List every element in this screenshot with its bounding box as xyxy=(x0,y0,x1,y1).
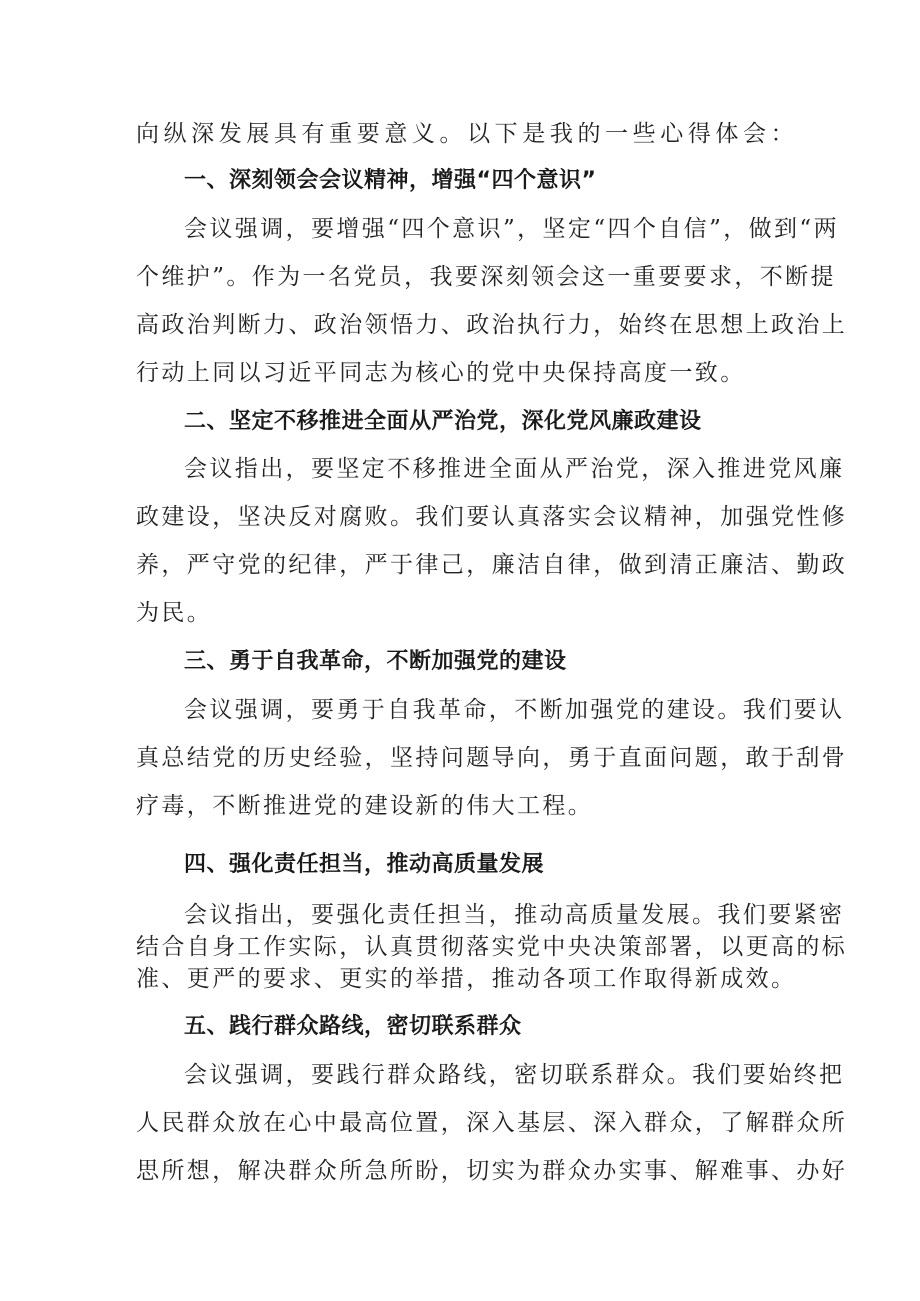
section-4-line-2: 结合自身工作实际，认真贯彻落实党中央决策部署，以更高的标 xyxy=(136,934,848,960)
section-5-line-1: 会议强调，要践行群众路线，密切联系群众。我们要始终把 xyxy=(184,1062,845,1088)
section-5-line-2: 人民群众放在心中最高位置，深入基层、深入群众，了解群众所 xyxy=(136,1110,848,1136)
section-3-heading: 三、勇于自我革命，不断加强党的建设 xyxy=(184,649,567,674)
section-2-line-2: 政建设，坚决反对腐败。我们要认真落实会议精神，加强党性修 xyxy=(136,504,848,530)
section-3-line-2: 真总结党的历史经验，坚持问题导向，勇于直面问题，敢于刮骨 xyxy=(136,745,848,771)
section-5-line-3: 思所想，解决群众所急所盼，切实为群众办实事、解难事、办好 xyxy=(136,1158,848,1184)
section-2-heading: 二、坚定不移推进全面从严治党，深化党风廉政建设 xyxy=(184,409,702,434)
section-3-line-3: 疗毒，不断推进党的建设新的伟大工程。 xyxy=(136,793,594,819)
section-1-line-2: 个维护”。作为一名党员，我要深刻领会这一重要要求，不断提 xyxy=(136,264,836,290)
section-1-line-4: 行动上同以习近平同志为核心的党中央保持高度一致。 xyxy=(136,360,746,386)
section-2-line-1: 会议指出，要坚定不移推进全面从严治党，深入推进党风廉 xyxy=(184,456,845,482)
section-4-line-3: 准、更严的要求、更实的举措，推动各项工作取得新成效。 xyxy=(136,966,797,992)
section-1-line-3: 高政治判断力、政治领悟力、政治执行力，始终在思想上政治上 xyxy=(136,312,848,338)
intro-paragraph-tail: 向纵深发展具有重要意义。以下是我的一些心得体会： xyxy=(136,121,796,147)
section-2-line-4: 为民。 xyxy=(136,600,213,626)
section-4-heading: 四、强化责任担当，推动高质量发展 xyxy=(184,852,545,877)
section-3-line-1: 会议强调，要勇于自我革命，不断加强党的建设。我们要认 xyxy=(184,697,845,723)
section-2-line-3: 养，严守党的纪律，严于律己，廉洁自律，做到清正廉洁、勤政 xyxy=(136,552,848,578)
section-4-line-1: 会议指出，要强化责任担当，推动高质量发展。我们要紧密 xyxy=(184,902,845,928)
section-5-heading: 五、践行群众路线，密切联系群众 xyxy=(184,1014,522,1039)
section-1-heading: 一、深刻领会会议精神，增强“四个意识” xyxy=(184,168,597,193)
section-1-line-1: 会议强调，要增强“四个意识”，坚定“四个自信”，做到“两 xyxy=(184,216,839,242)
